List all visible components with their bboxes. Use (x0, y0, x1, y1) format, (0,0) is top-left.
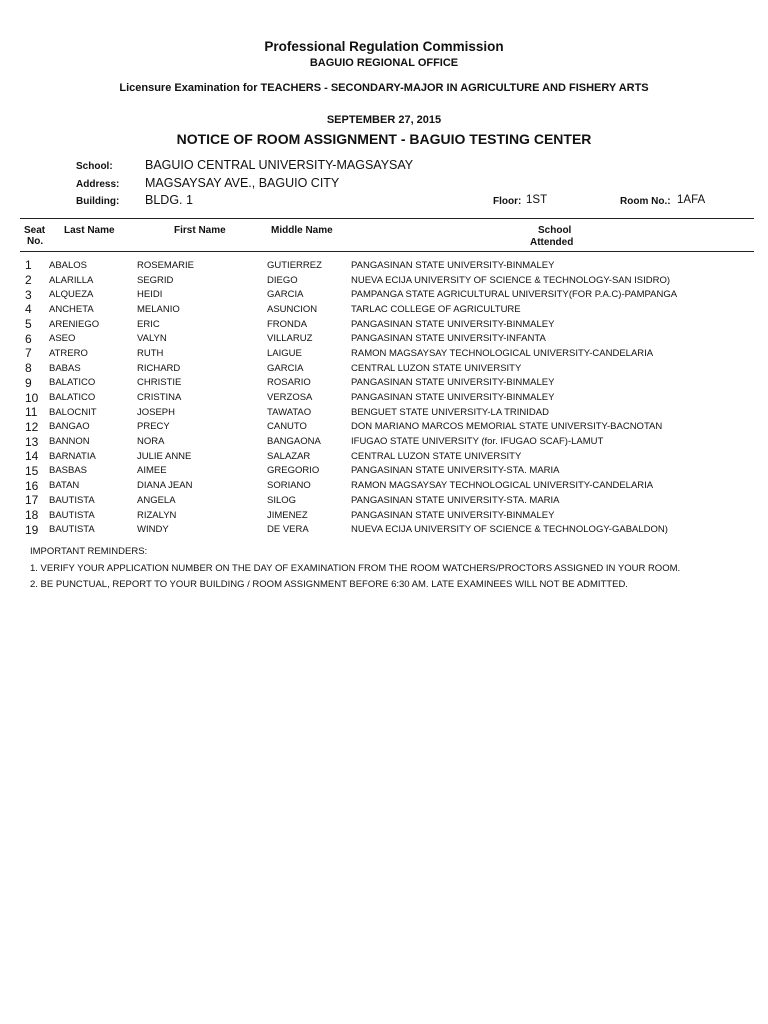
reminder-item: 2. BE PUNCTUAL, REPORT TO YOUR BUILDING / ROOM ASSIGNMENT BEFORE 6:30 AM. LATE EXAMINEES WILL NOT BE ADMITTED. (30, 579, 628, 590)
first-name-cell: ANGELA (137, 494, 176, 506)
examinee-table-body (20, 258, 754, 537)
school-attended-cell: PANGASINAN STATE UNIVERSITY-BINMALEY (351, 509, 555, 521)
school-attended-cell: CENTRAL LUZON STATE UNIVERSITY (351, 450, 522, 462)
seat-number-cell: 8 (25, 361, 32, 376)
last-name-cell: BAUTISTA (49, 509, 95, 521)
seat-number-cell: 5 (25, 317, 32, 332)
middle-name-cell: DE VERA (267, 524, 309, 536)
school-attended-cell: PAMPANGA STATE AGRICULTURAL UNIVERSITY(FOR P.A.C)-PAMPANGA (351, 289, 678, 301)
col-school-header: School (538, 225, 572, 236)
col-middle-name-header: Middle Name (271, 225, 333, 236)
school-attended-cell: PANGASINAN STATE UNIVERSITY-BINMALEY (351, 259, 555, 271)
school-label: School: (76, 161, 113, 172)
last-name-cell: BARNATIA (49, 450, 96, 462)
school-attended-cell: RAMON MAGSAYSAY TECHNOLOGICAL UNIVERSITY-CANDELARIA (351, 347, 654, 359)
table-row (20, 287, 754, 302)
last-name-cell: BALATICO (49, 377, 96, 389)
first-name-cell: CRISTINA (137, 392, 182, 404)
room-value: 1AFA (677, 194, 706, 206)
school-attended-cell: IFUGAO STATE UNIVERSITY (for. IFUGAO SCAF)-LAMUT (351, 436, 604, 448)
middle-name-cell: VERZOSA (267, 392, 313, 404)
last-name-cell: BATAN (49, 480, 80, 492)
table-row (20, 405, 754, 420)
table-row (20, 493, 754, 508)
school-attended-cell: PANGASINAN STATE UNIVERSITY-BINMALEY (351, 318, 555, 330)
school-attended-cell: TARLAC COLLEGE OF AGRICULTURE (351, 303, 521, 315)
school-attended-cell: PANGASINAN STATE UNIVERSITY-STA. MARIA (351, 465, 560, 477)
first-name-cell: HEIDI (137, 289, 163, 301)
reminder-item: 1. VERIFY YOUR APPLICATION NUMBER ON THE DAY OF EXAMINATION FROM THE ROOM WATCHERS/PROCTORS ASSIGNED IN YOUR ROOM. (30, 563, 681, 574)
last-name-cell: ABALOS (49, 259, 88, 271)
first-name-cell: NORA (137, 436, 165, 448)
seat-number-cell: 10 (25, 390, 39, 405)
table-row (20, 376, 754, 391)
col-seat-header: Seat (24, 225, 46, 236)
last-name-cell: BALOCNIT (49, 406, 97, 418)
first-name-cell: MELANIO (137, 303, 180, 315)
table-row (20, 420, 754, 435)
seat-number-cell: 3 (25, 287, 32, 302)
middle-name-cell: ROSARIO (267, 377, 311, 389)
col-first-name-header: First Name (174, 225, 226, 236)
middle-name-cell: SORIANO (267, 480, 311, 492)
seat-number-cell: 18 (25, 508, 39, 523)
middle-name-cell: GUTIERREZ (267, 259, 322, 271)
table-row (20, 302, 754, 317)
seat-number-cell: 17 (25, 493, 39, 508)
table-row (20, 258, 754, 273)
first-name-cell: WINDY (137, 524, 169, 536)
last-name-cell: BAUTISTA (49, 494, 95, 506)
middle-name-cell: GARCIA (267, 289, 304, 301)
header-bottom-rule (20, 251, 754, 252)
first-name-cell: RUTH (137, 347, 164, 359)
school-attended-cell: BENGUET STATE UNIVERSITY-LA TRINIDAD (351, 406, 549, 418)
exam-date: SEPTEMBER 27, 2015 (326, 114, 442, 126)
table-row (20, 508, 754, 523)
agency-title: Professional Regulation Commission (264, 39, 504, 54)
examinee-table (20, 258, 754, 537)
first-name-cell: RIZALYN (137, 509, 177, 521)
exam-title: Licensure Examination for TEACHERS - SECONDARY-MAJOR IN AGRICULTURE AND FISHERY ARTS (119, 82, 649, 94)
seat-number-cell: 12 (25, 419, 39, 434)
middle-name-cell: CANUTO (267, 421, 307, 433)
header-top-rule (20, 218, 754, 219)
last-name-cell: BABAS (49, 362, 81, 374)
seat-number-cell: 13 (25, 434, 39, 449)
table-row (20, 361, 754, 376)
last-name-cell: ALARILLA (49, 274, 94, 286)
floor-label: Floor: (493, 196, 522, 207)
first-name-cell: RICHARD (137, 362, 181, 374)
first-name-cell: CHRISTIE (137, 377, 182, 389)
table-row (20, 390, 754, 405)
seat-number-cell: 9 (25, 375, 32, 390)
table-row (20, 522, 754, 537)
seat-number-cell: 6 (25, 331, 32, 346)
middle-name-cell: ASUNCION (267, 303, 318, 315)
school-attended-cell: PANGASINAN STATE UNIVERSITY-STA. MARIA (351, 494, 560, 506)
first-name-cell: ERIC (137, 318, 160, 330)
last-name-cell: BALATICO (49, 392, 96, 404)
middle-name-cell: LAIGUE (267, 347, 302, 359)
building-label: Building: (76, 196, 120, 207)
room-label: Room No.: (620, 196, 671, 207)
last-name-cell: ALQUEZA (49, 289, 94, 301)
table-row (20, 434, 754, 449)
reminders-title: IMPORTANT REMINDERS: (30, 546, 148, 557)
seat-number-cell: 1 (25, 258, 32, 273)
middle-name-cell: VILLARUZ (267, 333, 313, 345)
table-row (20, 449, 754, 464)
school-attended-cell: PANGASINAN STATE UNIVERSITY-BINMALEY (351, 377, 555, 389)
school-attended-cell: CENTRAL LUZON STATE UNIVERSITY (351, 362, 522, 374)
regional-office: BAGUIO REGIONAL OFFICE (309, 57, 459, 69)
middle-name-cell: SILOG (267, 494, 297, 506)
last-name-cell: ARENIEGO (49, 318, 100, 330)
seat-number-cell: 7 (25, 346, 32, 361)
school-value: BAGUIO CENTRAL UNIVERSITY-MAGSAYSAY (145, 158, 414, 172)
last-name-cell: BANNON (49, 436, 90, 448)
middle-name-cell: GARCIA (267, 362, 304, 374)
middle-name-cell: JIMENEZ (267, 509, 308, 521)
notice-title: NOTICE OF ROOM ASSIGNMENT - BAGUIO TESTING CENTER (176, 131, 592, 147)
last-name-cell: BASBAS (49, 465, 88, 477)
school-attended-cell: PANGASINAN STATE UNIVERSITY-BINMALEY (351, 392, 555, 404)
col-seat-header-line2: No. (27, 236, 44, 247)
seat-number-cell: 2 (25, 273, 32, 288)
seat-number-cell: 11 (25, 405, 38, 420)
seat-number-cell: 16 (25, 478, 39, 493)
first-name-cell: ROSEMARIE (137, 259, 195, 271)
seat-number-cell: 4 (25, 302, 32, 317)
last-name-cell: BAUTISTA (49, 524, 95, 536)
school-attended-cell: RAMON MAGSAYSAY TECHNOLOGICAL UNIVERSITY-CANDELARIA (351, 480, 654, 492)
table-row (20, 464, 754, 479)
middle-name-cell: BANGAONA (267, 436, 321, 448)
middle-name-cell: SALAZAR (267, 450, 311, 462)
last-name-cell: ATRERO (49, 347, 88, 359)
table-row (20, 346, 754, 361)
first-name-cell: SEGRID (137, 274, 174, 286)
school-attended-cell: DON MARIANO MARCOS MEMORIAL STATE UNIVERSITY-BACNOTAN (351, 421, 663, 433)
first-name-cell: JULIE ANNE (137, 450, 192, 462)
school-attended-cell: NUEVA ECIJA UNIVERSITY OF SCIENCE & TECHNOLOGY-GABALDON) (351, 524, 668, 536)
school-attended-cell: NUEVA ECIJA UNIVERSITY OF SCIENCE & TECHNOLOGY-SAN ISIDRO) (351, 274, 671, 286)
last-name-cell: BANGAO (49, 421, 90, 433)
floor-value: 1ST (526, 194, 548, 206)
seat-number-cell: 19 (25, 522, 39, 537)
table-row (20, 273, 754, 288)
seat-number-cell: 15 (25, 463, 39, 478)
address-label: Address: (76, 179, 120, 190)
table-row (20, 317, 754, 332)
seat-number-cell: 14 (25, 449, 39, 464)
middle-name-cell: TAWATAO (267, 406, 312, 418)
first-name-cell: JOSEPH (137, 406, 176, 418)
first-name-cell: AIMEE (137, 465, 167, 477)
last-name-cell: ANCHETA (49, 303, 94, 315)
table-row (20, 331, 754, 346)
table-row (20, 478, 754, 493)
school-attended-cell: PANGASINAN STATE UNIVERSITY-INFANTA (351, 333, 546, 345)
middle-name-cell: FRONDA (267, 318, 308, 330)
last-name-cell: ASEO (49, 333, 76, 345)
middle-name-cell: GREGORIO (267, 465, 320, 477)
col-school-header-line2: Attended (530, 237, 574, 248)
col-last-name-header: Last Name (64, 225, 115, 236)
address-value: MAGSAYSAY AVE., BAGUIO CITY (145, 176, 340, 190)
first-name-cell: DIANA JEAN (137, 480, 193, 492)
first-name-cell: PRECY (137, 421, 170, 433)
building-value: BLDG. 1 (145, 193, 193, 207)
middle-name-cell: DIEGO (267, 274, 298, 286)
first-name-cell: VALYN (137, 333, 167, 345)
